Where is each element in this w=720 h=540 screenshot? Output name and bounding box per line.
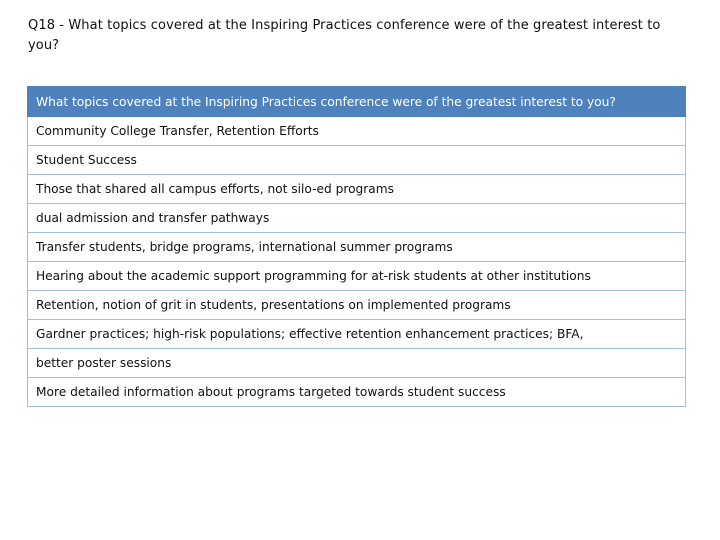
response-cell: dual admission and transfer pathways (28, 204, 686, 233)
response-cell: Student Success (28, 146, 686, 175)
responses-table (27, 86, 686, 407)
table-row (28, 146, 686, 175)
table-header-row (28, 87, 686, 117)
response-cell: Community College Transfer, Retention Efforts (28, 117, 686, 146)
response-cell: Retention, notion of grit in students, presentations on implemented programs (28, 291, 686, 320)
response-cell: Transfer students, bridge programs, international summer programs (28, 233, 686, 262)
table-row (28, 320, 686, 349)
response-cell: More detailed information about programs targeted towards student success (28, 378, 686, 407)
response-cell: Gardner practices; high-risk populations; effective retention enhancement practices; BFA, (28, 320, 686, 349)
table-header-cell: What topics covered at the Inspiring Practices conference were of the greatest interest to you? (28, 87, 686, 117)
table-row (28, 378, 686, 407)
response-cell: Those that shared all campus efforts, not silo-ed programs (28, 175, 686, 204)
table-row (28, 262, 686, 291)
question-title: Q18 - What topics covered at the Inspiring Practices conference were of the greatest interest to you? (28, 18, 661, 53)
table-row (28, 291, 686, 320)
table-row (28, 117, 686, 146)
response-cell: Hearing about the academic support programming for at-risk students at other institutions (28, 262, 686, 291)
response-cell: better poster sessions (28, 349, 686, 378)
table-row (28, 175, 686, 204)
table-row (28, 233, 686, 262)
table-row (28, 204, 686, 233)
table-row (28, 349, 686, 378)
